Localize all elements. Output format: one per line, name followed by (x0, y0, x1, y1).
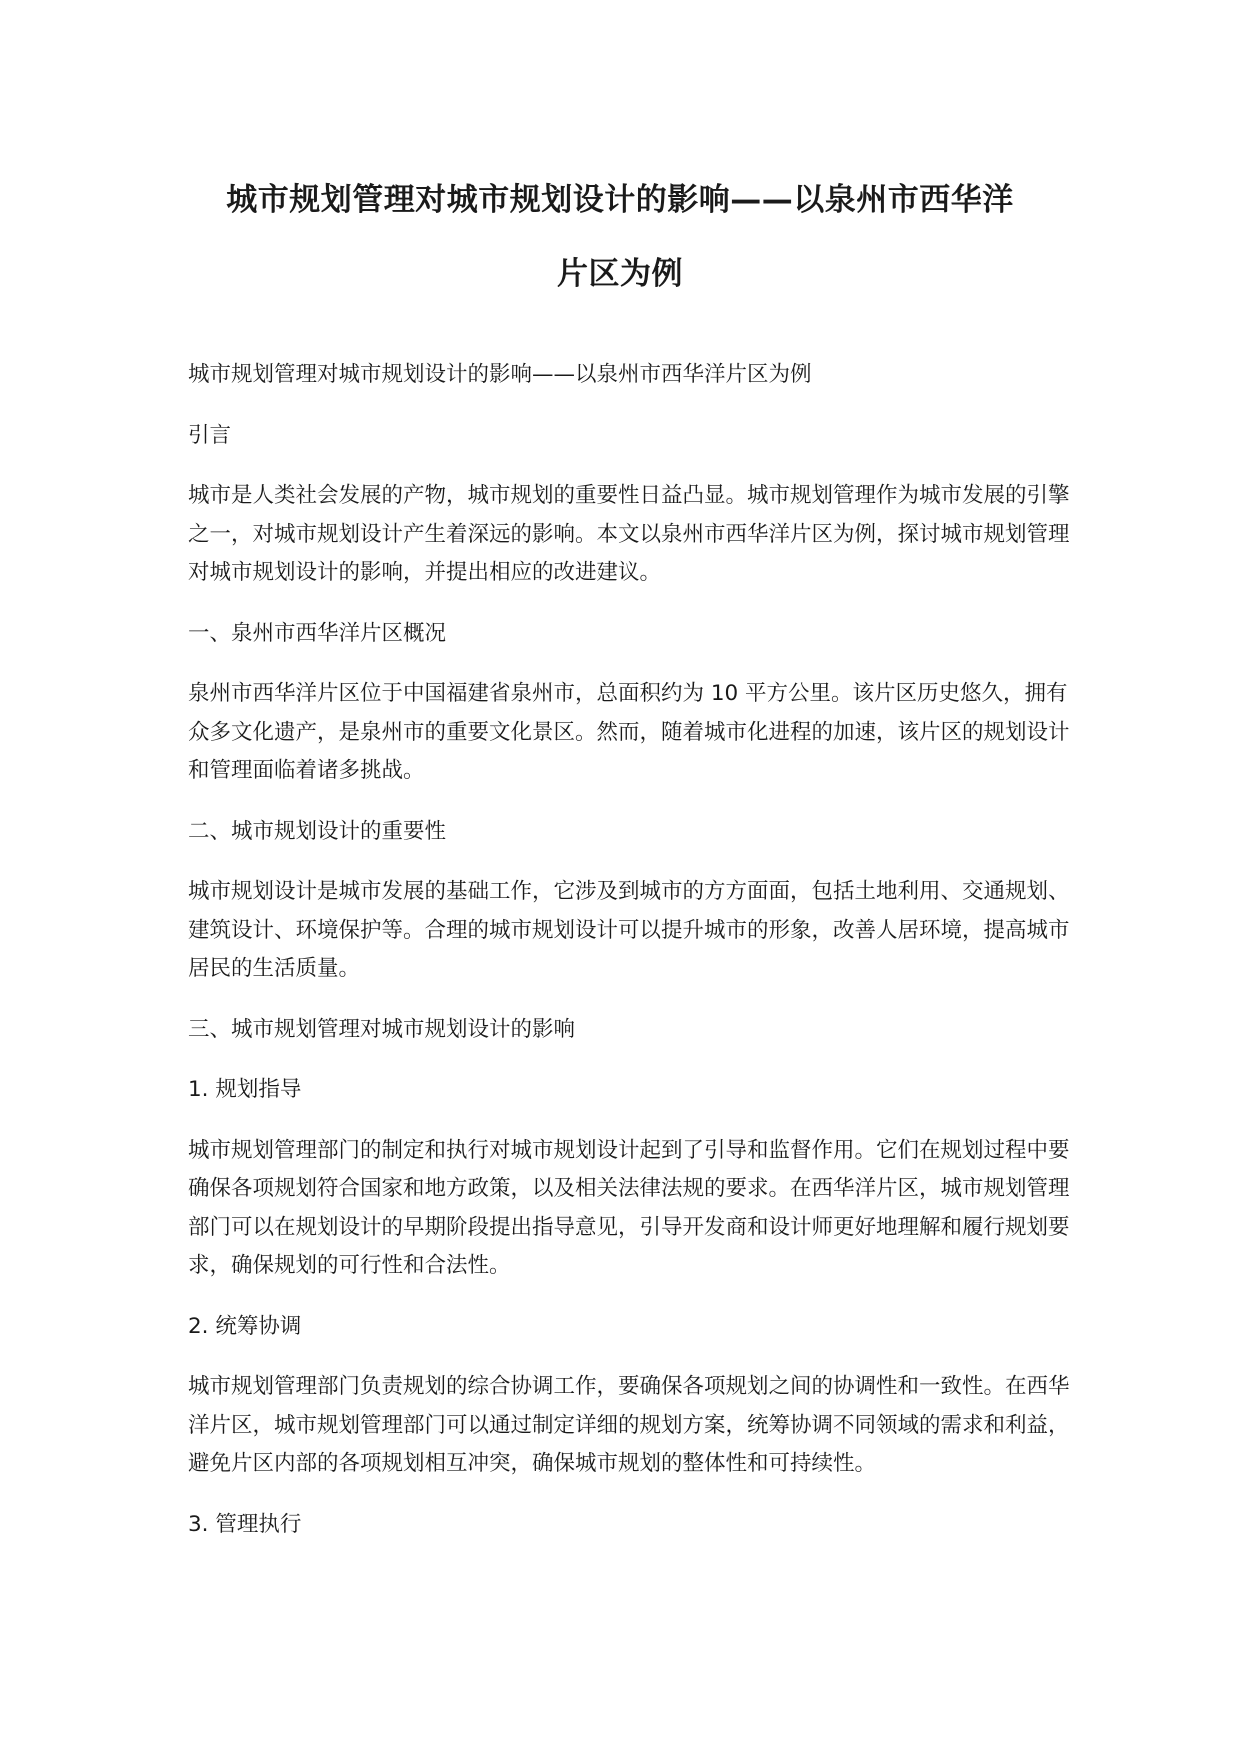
document-body (188, 356, 1088, 1566)
document-title-line-2: 片区为例 (557, 256, 683, 292)
subsection-heading-2: 2. 统筹协调 (188, 1313, 302, 1339)
body-paragraph: 城市规划设计是城市发展的基础工作，它涉及到城市的方方面面，包括土地利用、交通规划、建筑设计、环境保护等。合理的城市规划设计可以提升城市的形象，改善人居环境，提高城市居民的生活质量。 (188, 879, 1070, 981)
subsection-heading-3: 3. 管理执行 (188, 1511, 302, 1537)
section-heading-1: 一、泉州市西华洋片区概况 (188, 620, 447, 646)
subsection-heading-1: 1. 规划指导 (188, 1077, 302, 1102)
section-heading-intro: 引言 (188, 422, 232, 448)
body-paragraph: 城市规划管理部门的制定和执行对城市规划设计起到了引导和监督作用。它们在规划过程中要确保各项规划符合国家和地方政策，以及相关法律法规的要求。在西华洋片区，城市规划管理部门可以在规划设计的早期阶段提出指导意见，引导开发商和设计师更好地理解和履行规划要求，确保规划的可行性和合法性。 (188, 1137, 1070, 1278)
section-heading-2: 二、城市规划设计的重要性 (188, 818, 447, 844)
body-paragraph: 泉州市西华洋片区位于中国福建省泉州市，总面积约为 10 平方公里。该片区历史悠久，拥有众多文化遗产，是泉州市的重要文化景区。然而，随着城市化进程的加速，该片区的规划设计和管理面临着诸多挑战。 (188, 681, 1070, 783)
body-paragraph: 城市规划管理部门负责规划的综合协调工作，要确保各项规划之间的协调性和一致性。在西华洋片区，城市规划管理部门可以通过制定详细的规划方案，统筹协调不同领域的需求和利益，避免片区内部的各项规划相互冲突，确保城市规划的整体性和可持续性。 (188, 1374, 1070, 1476)
document-title-line-1: 城市规划管理对城市规划设计的影响——以泉州市西华洋 (226, 182, 1014, 218)
body-paragraph: 城市是人类社会发展的产物，城市规划的重要性日益凸显。城市规划管理作为城市发展的引擎之一，对城市规划设计产生着深远的影响。本文以泉州市西华洋片区为例，探讨城市规划管理对城市规划设计的影响，并提出相应的改进建议。 (188, 483, 1070, 585)
section-heading-3: 三、城市规划管理对城市规划设计的影响 (188, 1016, 576, 1042)
subtitle-paragraph: 城市规划管理对城市规划设计的影响——以泉州市西华洋片区为例 (188, 362, 812, 387)
